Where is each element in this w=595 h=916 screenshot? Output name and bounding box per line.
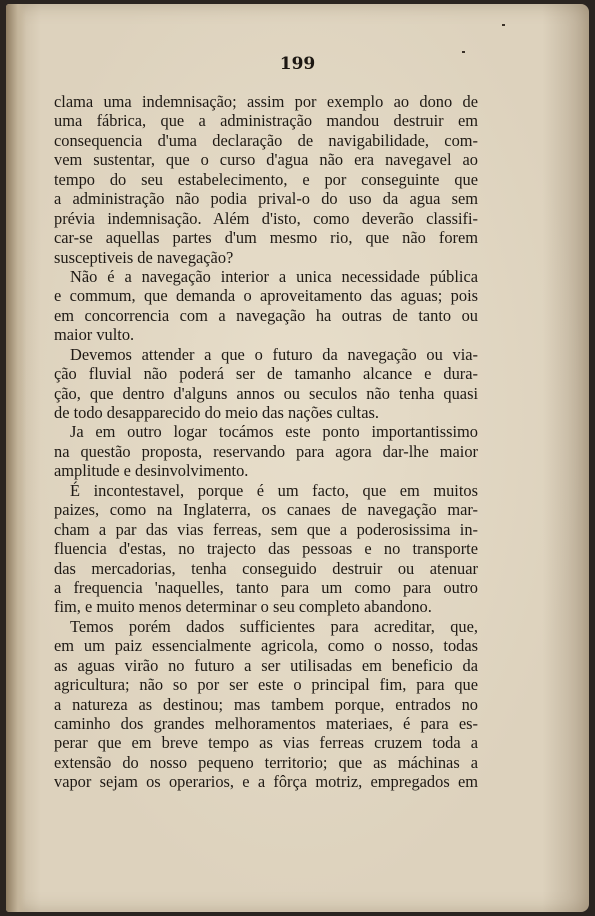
text-line: Devemos attender a que o futuro da navegação ou via- bbox=[70, 344, 478, 364]
text-line: de todo desapparecido do meio das nações cultas. bbox=[54, 403, 379, 422]
text-line: car-se aquellas partes d'um mesmo rio, que não forem bbox=[54, 228, 478, 248]
text-line: amplitude e desinvolvimento. bbox=[54, 461, 249, 481]
text-line: É incontestavel, porque é um facto, que em muitos bbox=[70, 480, 478, 500]
text-line: em um paiz essencialmente agricola, como o nosso, todas bbox=[54, 636, 478, 656]
text-line: ção, que dentro d'alguns annos ou seculos não tenha quasi bbox=[54, 383, 478, 403]
text-line: clama uma indemnisação; assim por exemplo ao dono de bbox=[54, 92, 478, 111]
text-line: paizes, como na Inglaterra, os canaes de navegação mar- bbox=[54, 500, 478, 520]
text-line: em concorrencia com a navegação ha outras de tanto ou bbox=[54, 305, 478, 325]
text-line: a frequencia 'naquelles, tanto para um como para outro bbox=[54, 577, 478, 597]
text-line: das mercadorias, tenha conseguido destruir ou atenuar bbox=[54, 558, 478, 578]
text-line: agricultura; não so por ser este o principal fim, para que bbox=[54, 675, 478, 695]
body-text bbox=[54, 92, 478, 792]
text-line: tempo do seu estabelecimento, e por conseguinte que bbox=[54, 169, 478, 189]
text-line: prévia indemnisação. Além d'isto, como deverão classifi- bbox=[54, 208, 478, 228]
book-page bbox=[6, 4, 589, 912]
text-line: a administração não podia prival-o do uso da agua sem bbox=[54, 189, 478, 209]
text-line: maior vulto. bbox=[54, 325, 135, 345]
text-line: consequencia d'uma declaração de navigabilidade, com- bbox=[54, 130, 478, 150]
text-line: vem sustentar, que o curso d'agua não era navegavel ao bbox=[54, 150, 478, 170]
page-gutter bbox=[6, 4, 26, 912]
text-line: na questão proposta, reservando para agora dar-lhe maior bbox=[54, 441, 478, 461]
text-line: fim, e muito menos determinar o seu completo abandono. bbox=[54, 597, 432, 617]
text-line: Ja em outro logar tocámos este ponto importantissimo bbox=[70, 422, 478, 442]
page-number: 199 bbox=[279, 54, 316, 74]
paper-speck bbox=[462, 51, 465, 53]
text-line: perar que em breve tempo as vias ferreas cruzem toda a bbox=[54, 733, 478, 753]
paper-speck bbox=[502, 24, 505, 26]
text-line: as aguas virão no futuro a ser utilisadas em beneficio da bbox=[54, 655, 478, 675]
text-line: Não é a navegação interior a unica necessidade pública bbox=[70, 266, 478, 286]
text-line: Temos porém dados sufficientes para acreditar, que, bbox=[70, 616, 478, 636]
text-line: cham a par das vias ferreas, sem que a poderosissima in- bbox=[54, 519, 478, 539]
text-line: vapor sejam os operarios, e a fôrça motriz, empregados em bbox=[54, 772, 478, 792]
text-line: uma fábrica, que a administração mandou destruir em bbox=[54, 111, 478, 131]
text-line: extensão do nosso pequeno territorio; que as máchinas a bbox=[54, 752, 478, 772]
text-line: fluencia d'estas, no trajecto das pessoas e no transporte bbox=[54, 539, 478, 559]
text-line: ção fluvial não poderá ser de tamanho alcance e dura- bbox=[54, 364, 478, 384]
text-line: caminho dos grandes melhoramentos materiaes, é para es- bbox=[54, 714, 478, 733]
text-line: e commum, que demanda o aproveitamento das aguas; pois bbox=[54, 286, 478, 306]
text-line: susceptiveis de navegação? bbox=[54, 247, 234, 267]
text-line: a natureza as destinou; mas tambem porque, entrados no bbox=[54, 694, 478, 714]
